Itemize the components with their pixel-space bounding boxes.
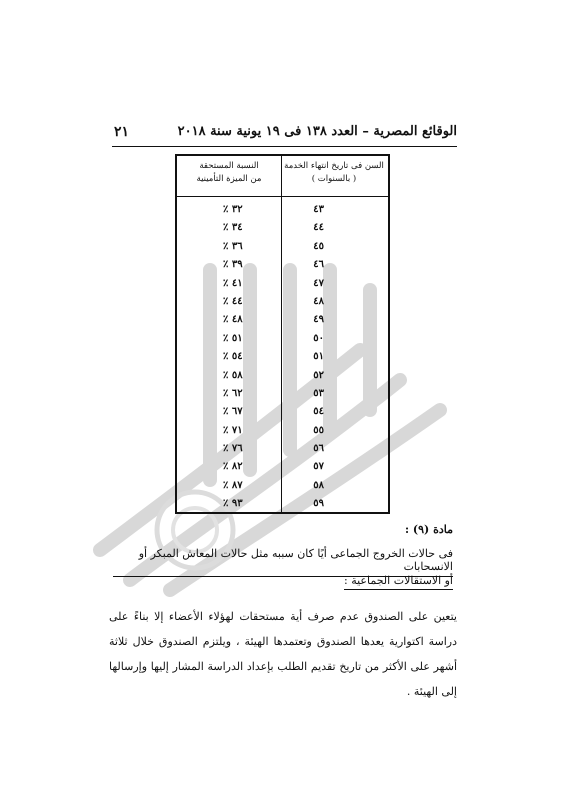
table-row — [177, 404, 388, 422]
column-header-percentage — [179, 160, 279, 186]
page-header — [112, 122, 457, 147]
table-row — [177, 478, 388, 496]
header-title: الوقائع المصرية – العدد ١٣٨ فى ١٩ يونية سنة ٢٠١٨ — [177, 124, 457, 139]
cell-age: ٥٥ — [313, 424, 324, 436]
table-row — [177, 459, 388, 477]
cell-percentage: ٧١ ٪ — [223, 424, 243, 436]
table-header-divider — [177, 196, 388, 197]
table-row — [177, 496, 388, 514]
cell-age: ٥١ — [313, 351, 324, 363]
table-row — [177, 368, 388, 386]
article-paragraph: يتعين على الصندوق عدم صرف أية مستحقات لهؤلاء الأعضاء إلا بناءً على دراسة اكتوارية يعدها الصندوق وتعتمدها الهيئة ، ويلتزم الصندوق خلال ثلاثة أشهر على الأكثر من تاريخ تقديم الطلب بإعداد الدراسة المشار إليها وإرسالها إلى الهيئة . — [109, 610, 457, 698]
table-row — [177, 220, 388, 238]
cell-age: ٥٦ — [313, 443, 324, 455]
column-header-pct-line2: من الميزة التأمينية — [196, 174, 262, 184]
table-row — [177, 331, 388, 349]
article-intro-line2 — [113, 574, 453, 590]
table-row — [177, 239, 388, 257]
cell-percentage: ٣٦ ٪ — [223, 240, 243, 252]
column-header-age-line2: ( بالسنوات ) — [311, 174, 357, 184]
cell-age: ٥٤ — [313, 406, 324, 418]
cell-percentage: ٣٤ ٪ — [223, 222, 243, 234]
cell-age: ٤٨ — [313, 295, 324, 307]
table-row — [177, 276, 388, 294]
table-row — [177, 257, 388, 275]
cell-age: ٥٠ — [313, 332, 324, 344]
table-row — [177, 312, 388, 330]
table-row — [177, 386, 388, 404]
table-body — [177, 202, 388, 515]
cell-age: ٥٨ — [313, 479, 324, 491]
table-row — [177, 423, 388, 441]
cell-percentage: ٣٩ ٪ — [223, 259, 243, 271]
cell-percentage: ٥١ ٪ — [223, 332, 243, 344]
column-header-age-line1: السن فى تاريخ انتهاء الخدمة — [284, 161, 384, 171]
cell-percentage: ٨٧ ٪ — [223, 479, 243, 491]
article-intro-line2-text: أو الاستقالات الجماعية : — [344, 574, 453, 590]
cell-percentage: ٦٢ ٪ — [223, 387, 243, 399]
page-number: ٢١ — [114, 124, 130, 140]
cell-percentage: ٦٧ ٪ — [223, 406, 243, 418]
benefit-table — [175, 154, 390, 514]
cell-percentage: ٩٣ ٪ — [223, 498, 243, 510]
cell-age: ٥٩ — [313, 498, 324, 510]
cell-age: ٤٣ — [313, 204, 324, 215]
table-row — [177, 349, 388, 367]
column-header-pct-line1: النسبة المستحقة — [199, 161, 259, 171]
cell-age: ٤٥ — [313, 240, 324, 252]
cell-percentage: ٤٨ ٪ — [223, 314, 243, 326]
table-row — [177, 441, 388, 459]
cell-percentage: ٤١ ٪ — [223, 277, 243, 289]
column-header-age — [284, 160, 384, 186]
table-row — [177, 202, 388, 220]
cell-percentage: ٧٦ ٪ — [223, 443, 243, 455]
cell-age: ٥٧ — [313, 461, 324, 473]
cell-age: ٤٤ — [313, 222, 324, 234]
cell-percentage: ٨٢ ٪ — [223, 461, 243, 473]
table-row — [177, 294, 388, 312]
cell-percentage: ٣٢ ٪ — [223, 204, 243, 215]
cell-percentage: ٤٤ ٪ — [223, 295, 243, 307]
cell-age: ٤٧ — [313, 277, 324, 289]
cell-age: ٥٣ — [313, 387, 324, 399]
article-intro-line1: فى حالات الخروج الجماعى أيًا كان سببه مثل حالات المعاش المبكر أو الانسحابات — [113, 547, 453, 577]
article-title: مادة (٩) : — [405, 523, 453, 536]
cell-age: ٤٦ — [313, 259, 324, 271]
cell-percentage: ٥٤ ٪ — [223, 351, 243, 363]
cell-percentage: ٥٨ ٪ — [223, 369, 243, 381]
cell-age: ٥٢ — [313, 369, 324, 381]
cell-age: ٤٩ — [313, 314, 324, 326]
